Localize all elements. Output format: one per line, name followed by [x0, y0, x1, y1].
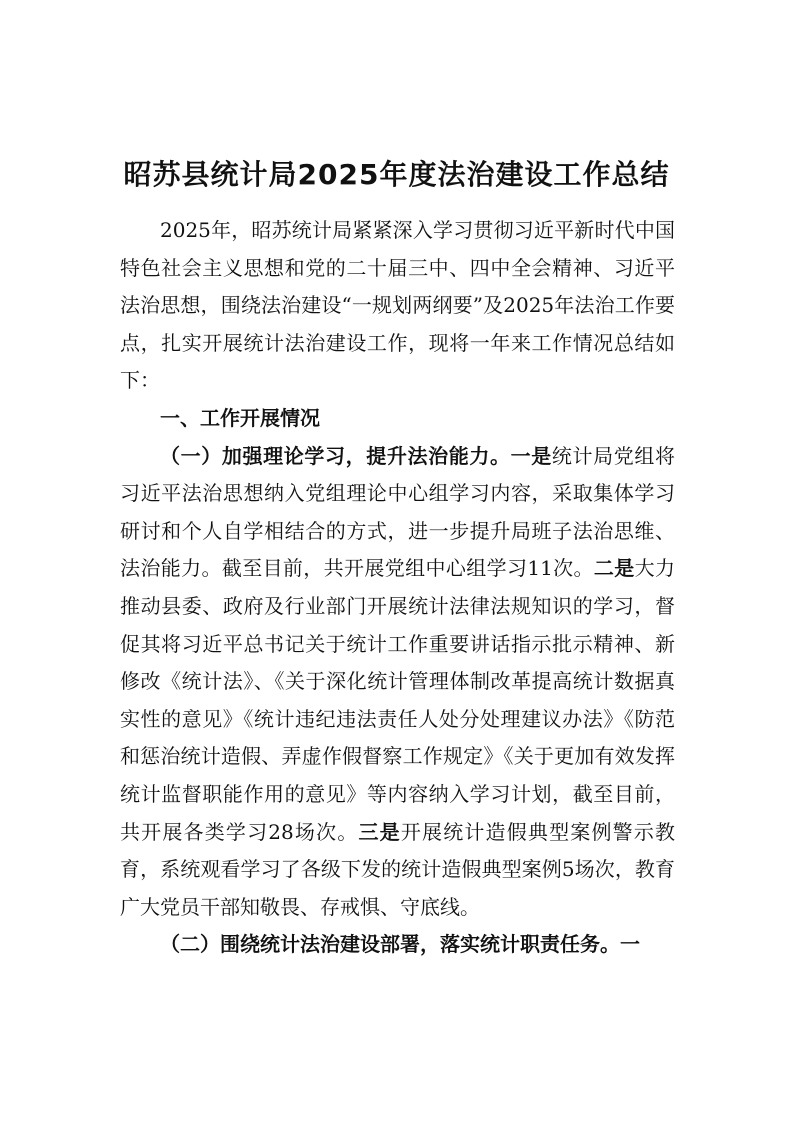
- point-3-lead: 三是: [358, 819, 401, 844]
- subsection-1-paragraph: [120, 438, 675, 927]
- intro-paragraph: 2025年，昭苏统计局紧紧深入学习贯彻习近平新时代中国特色社会主义思想和党的二十届三中、四中全会精神、习近平法治思想，围绕法治建设“一规划两纲要”及2025年法治工作要点，扎实开展统计法治建设工作，现将一年来工作情况总结如下：: [120, 218, 675, 393]
- subsection-2-lead: 一: [620, 932, 640, 957]
- document-body: [120, 212, 675, 964]
- point-2-text: 大力推动县委、政府及行业部门开展统计法律法规知识的学习，督促其将习近平总书记关于统计工作重要讲话指示批示精神、新修改《统计法》、《关于深化统计管理体制改革提高统计数据真实性的意见》《统计违纪违法责任人处分处理建议办法》《防范和惩治统计造假、弄虚作假督察工作规定》《关于更加有效发挥统计监督职能作用的意见》等内容纳入学习计划，截至目前，共开展各类学习28场次。: [120, 556, 676, 844]
- point-1-text: 统计局党组将习近平法治思想纳入党组理论中心组学习内容，采取集体学习研讨和个人自学相结合的方式，进一步提升局班子法治思维、法治能力。截至目前，共开展党组中心组学习11次。: [120, 443, 675, 581]
- section-heading: 一、工作开展情况: [160, 405, 320, 430]
- subsection-2-title: （二）围绕统计法治建设部署，落实统计职责任务。: [160, 932, 620, 957]
- document-title: 昭苏县统计局2025年度法治建设工作总结: [123, 157, 670, 191]
- point-2-lead: 二是: [593, 556, 635, 581]
- subsection-1-title: （一）加强理论学习，提升法治能力。: [160, 443, 511, 468]
- point-3-text: 开展统计造假典型案例警示教育，系统观看学习了各级下发的统计造假典型案例5场次，教育广大党员干部知敬畏、存戒惧、守底线。: [120, 819, 676, 919]
- point-1-lead: 一是: [510, 443, 552, 468]
- subsection-2-paragraph: [120, 926, 675, 964]
